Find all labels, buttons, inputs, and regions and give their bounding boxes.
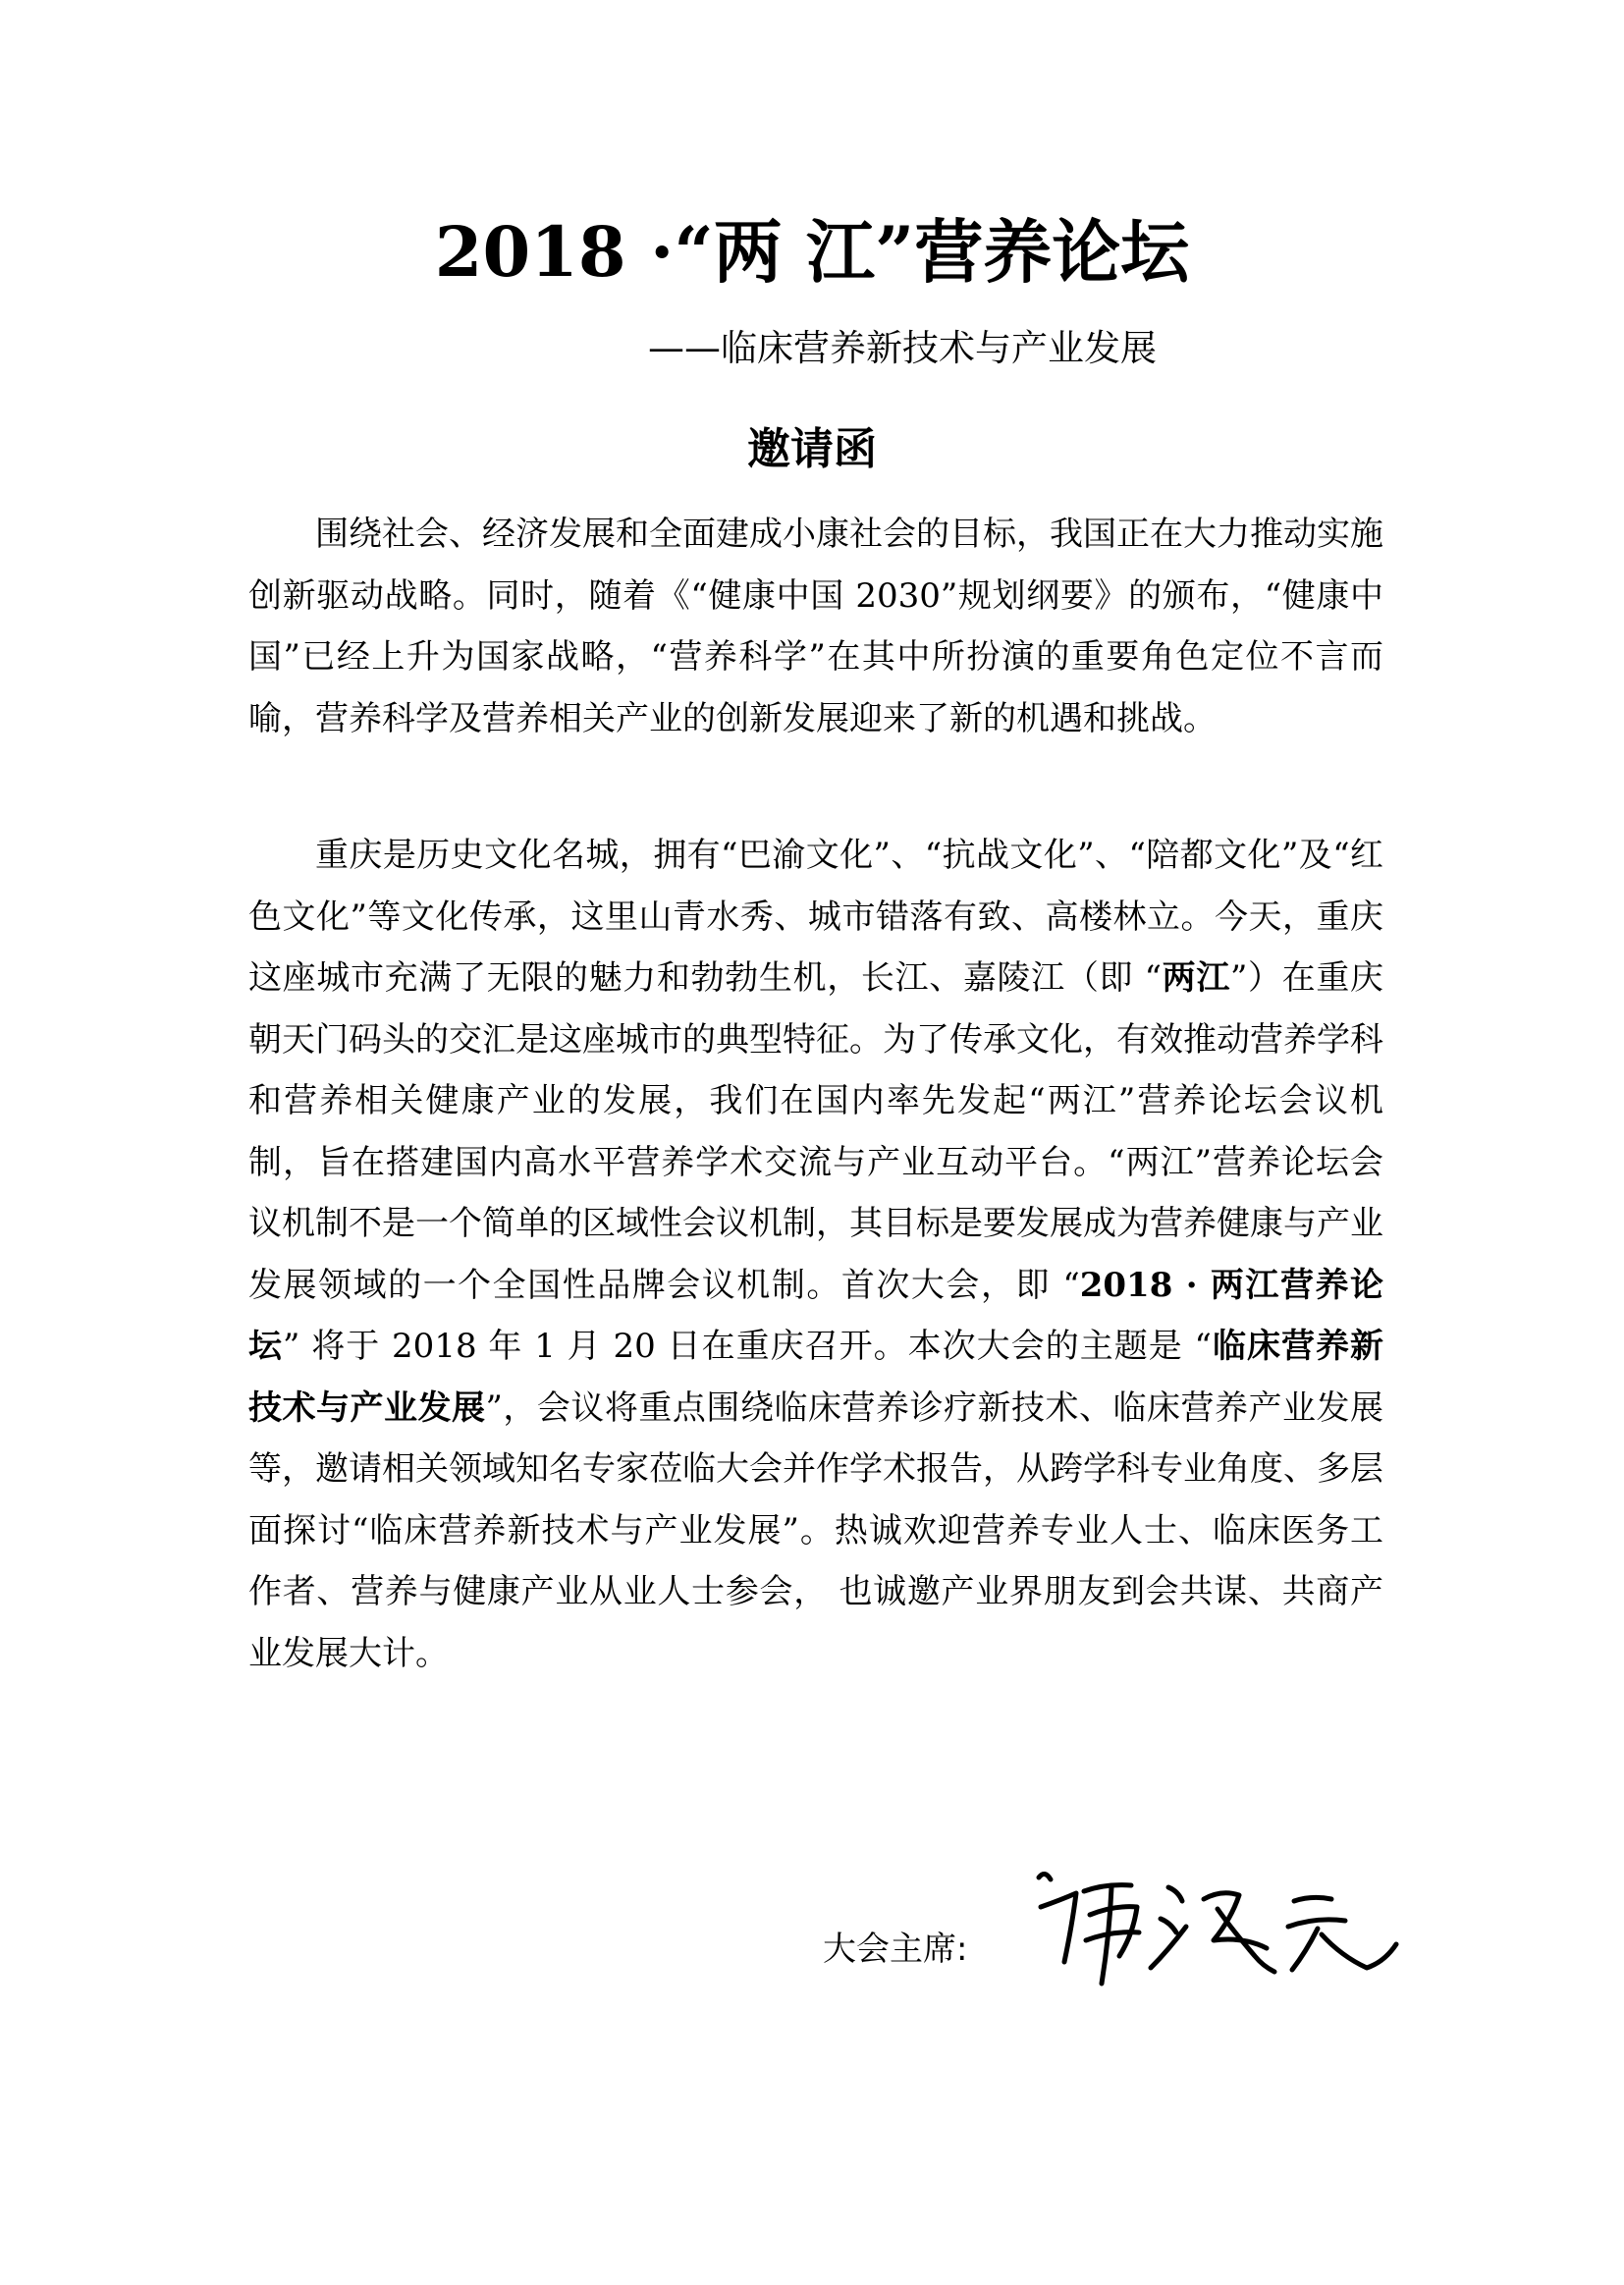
chair-label: 大会主席: xyxy=(823,1930,968,1969)
invitation-heading: 邀请函 xyxy=(747,424,877,474)
paragraph-text: ” 将于 2018 年 1 月 20 日在重庆召开。本次大会的主题是 “ xyxy=(283,1327,1212,1366)
paragraph-text: ”）在重庆朝天门码头的交汇是这座城市的典型特征。为了传承文化，有效推动营养学科和营养相关健康产业的发展，我们在国内率先发起“两江”营养论坛会议机制，旨在搭建国内高水平营养学术交流与产业互动平台。“两江”营养论坛会议机制不是一个简单的区域性会议机制，其目标是要发展成为营养健康与产业发展领域的一个全国性品牌会议机制。首次大会，即 “ xyxy=(248,958,1384,1305)
paragraph-text: 重庆是历史文化名城，拥有“巴渝文化”、“抗战文化”、“陪都文化”及“红色文化”等文化传承，这里山青水秀、城市错落有致、高楼林立。今天，重庆这座城市充满了无限的魅力和勃勃生机，长江、嘉陵江（即 “ xyxy=(248,836,1383,998)
paragraph-text: ”，会议将重点围绕临床营养诊疗新技术、临床营养产业发展等，邀请相关领域知名专家莅临大会并作学术报告，从跨学科专业角度、多层面探讨“临床营养新技术与产业发展”。热诚欢迎营养专业人士、临床医务工作者、营养与健康产业从业人士参会， 也诚邀产业界朋友到会共谋、共商产业发展大计。 xyxy=(248,1387,1383,1673)
paragraph-background: 围绕社会、经济发展和全面建成小康社会的目标，我国正在大力推动实施创新驱动战略。同时，随着《“健康中国 2030”规划纲要》的颁布，“健康中国”已经上升为国家战略，“营养科学”在其中所扮演的重要角色定位不言而喻，营养科学及营养相关产业的创新发展迎来了新的机遇和挑战。 xyxy=(248,515,1383,738)
forum-title: 2018 ·“两 江”营养论坛 xyxy=(434,211,1190,293)
forum-subtitle: ——临床营养新技术与产业发展 xyxy=(648,327,1157,369)
emphasis-liangjiang: 两江 xyxy=(1162,958,1230,998)
emphasis-forum-name: 2018 · 两江营养论坛 xyxy=(248,1265,1383,1366)
paragraph-chongqing xyxy=(248,825,1383,1684)
chair-signature xyxy=(1021,1846,1453,1993)
emphasis-theme: 临床营养新技术与产业发展 xyxy=(248,1327,1384,1428)
